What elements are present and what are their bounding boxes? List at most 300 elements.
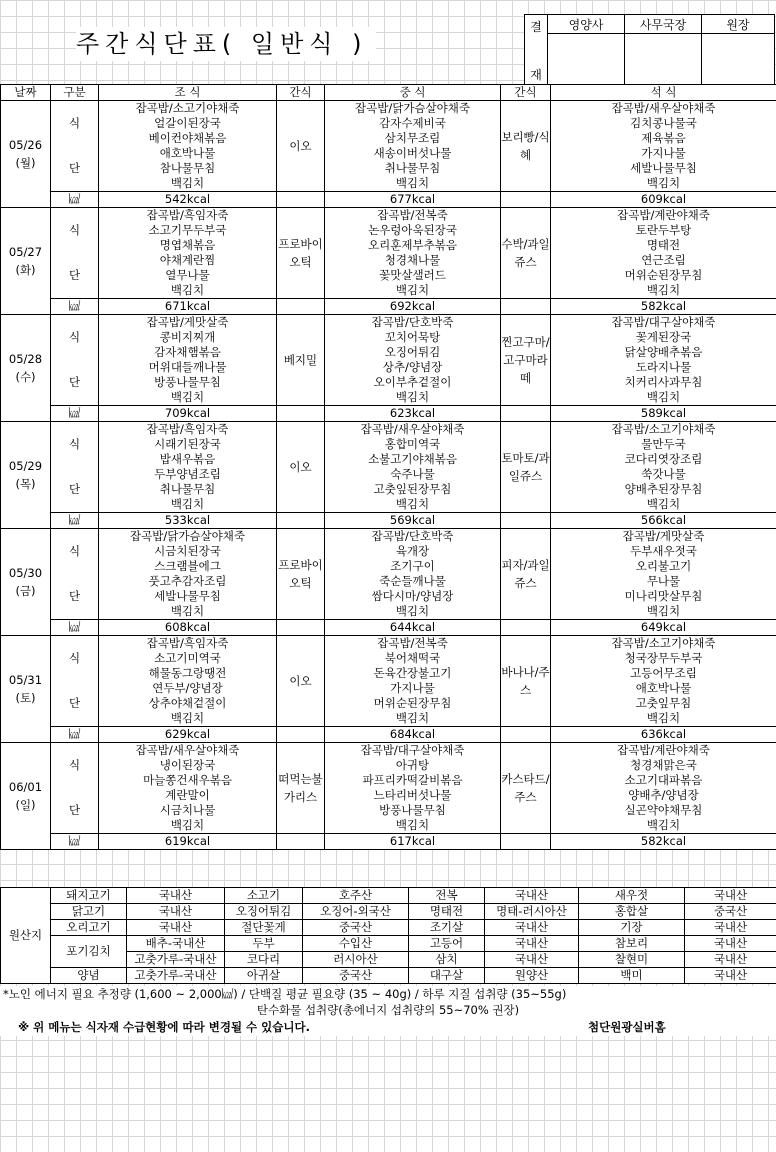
lunch-item: 느타리버섯나물 (325, 788, 501, 803)
menu-row (1, 666, 776, 681)
header-breakfast: 조 식 (99, 85, 277, 101)
day-weekday: (토) (15, 691, 36, 705)
menu-row (1, 223, 776, 238)
dinner-item: 백김치 (551, 497, 776, 513)
origin-item: 두부 (225, 936, 303, 952)
origin-row (1, 904, 776, 920)
lunch-item: 가지나물 (325, 681, 501, 696)
menu-row (1, 146, 776, 161)
breakfast-item: 백김치 (99, 283, 277, 299)
meal-type-label (51, 208, 99, 224)
origin-item: 오징어튀김 (225, 904, 303, 920)
day-weekday: (일) (15, 798, 36, 812)
breakfast-item: 백김치 (99, 176, 277, 192)
dinner-kcal: 582kcal (551, 834, 776, 850)
meal-type-label (51, 146, 99, 161)
morning-snack: 떠먹는불가리스 (277, 743, 325, 834)
kcal-label: ㎉ (51, 727, 99, 743)
origin-value: 중국산 (685, 904, 776, 920)
approval-sign-office-manager (625, 34, 702, 88)
dinner-item: 세발나물무침 (551, 161, 776, 176)
meal-type-label (51, 818, 99, 834)
origin-item: 조기살 (409, 920, 485, 936)
lunch-kcal: 569kcal (325, 513, 501, 529)
afternoon-snack: 토마토/과일쥬스 (501, 422, 551, 513)
origin-item: 참보리 (579, 936, 685, 952)
afternoon-snack: 찐고구마/고구마라떼 (501, 315, 551, 406)
breakfast-item: 백김치 (99, 390, 277, 406)
footer-bar (0, 1018, 776, 1036)
snack-kcal-blank (501, 727, 551, 743)
afternoon-snack: 수박/과일쥬스 (501, 208, 551, 299)
lunch-item: 잡곡밥/단호박죽 (325, 529, 501, 545)
breakfast-item: 소고기무두부국 (99, 223, 277, 238)
dinner-item: 백김치 (551, 711, 776, 727)
menu-row (1, 773, 776, 788)
afternoon-snack: 카스타드/주스 (501, 743, 551, 834)
origin-value: 국내산 (127, 920, 225, 936)
origin-value: 국내산 (685, 920, 776, 936)
menu-row (1, 743, 776, 759)
lunch-item: 상추/양념장 (325, 360, 501, 375)
dinner-item: 명태전 (551, 238, 776, 253)
menu-row (1, 161, 776, 176)
morning-snack: 프로바이오틱 (277, 529, 325, 620)
day-weekday: (월) (15, 156, 36, 170)
lunch-item: 청경채나물 (325, 253, 501, 268)
morning-snack: 이오 (277, 422, 325, 513)
snack-kcal-blank (501, 620, 551, 636)
date-cell (1, 422, 51, 529)
origin-row (1, 968, 776, 984)
origin-value: 중국산 (303, 920, 409, 936)
breakfast-item: 잡곡밥/흑임자죽 (99, 208, 277, 224)
lunch-kcal: 623kcal (325, 406, 501, 422)
meal-type-label: 단 (51, 375, 99, 390)
meal-type-label: 단 (51, 696, 99, 711)
breakfast-item: 야채계란찜 (99, 253, 277, 268)
approval-role-director: 원장 (702, 15, 775, 34)
lunch-kcal: 617kcal (325, 834, 501, 850)
breakfast-item: 잡곡밥/흑임자죽 (99, 636, 277, 652)
breakfast-item: 잡곡밥/소고기야채죽 (99, 101, 277, 117)
menu-row (1, 788, 776, 803)
breakfast-kcal: 671kcal (99, 299, 277, 315)
kcal-label: ㎉ (51, 299, 99, 315)
approval-box (524, 14, 775, 88)
breakfast-item: 풋고추감자조림 (99, 574, 277, 589)
dinner-item: 애호박나물 (551, 681, 776, 696)
kcal-row (1, 192, 776, 208)
menu-row (1, 176, 776, 192)
snack-kcal-blank (501, 513, 551, 529)
origin-item: 삼치 (409, 952, 485, 968)
snack-kcal-blank (277, 727, 325, 743)
lunch-item: 쌈다시마/양념장 (325, 589, 501, 604)
lunch-item: 꼬치어묵탕 (325, 330, 501, 345)
menu-header-row (1, 85, 776, 101)
dinner-kcal: 609kcal (551, 192, 776, 208)
origin-item: 찰현미 (579, 952, 685, 968)
origin-value: 원양산 (485, 968, 579, 984)
dinner-item: 두부새우젓국 (551, 544, 776, 559)
lunch-item: 취나물무침 (325, 161, 501, 176)
lunch-item: 홍합미역국 (325, 437, 501, 452)
menu-table (0, 84, 776, 850)
breakfast-item: 잡곡밥/흑임자죽 (99, 422, 277, 438)
dinner-item: 치커리사과무침 (551, 375, 776, 390)
breakfast-item: 냉이된장국 (99, 758, 277, 773)
dinner-item: 잡곡밥/새우살야채죽 (551, 101, 776, 117)
lunch-item: 꽃맛살샐러드 (325, 268, 501, 283)
meal-type-label (51, 315, 99, 331)
meal-type-label (51, 711, 99, 727)
menu-row (1, 345, 776, 360)
meal-type-label: 단 (51, 482, 99, 497)
menu-row (1, 636, 776, 652)
approval-label-bottom: 재 (530, 68, 542, 82)
origin-value: 국내산 (127, 888, 225, 904)
menu-row (1, 589, 776, 604)
lunch-item: 오징어튀김 (325, 345, 501, 360)
origin-value: 호주산 (303, 888, 409, 904)
lunch-item: 잡곡밥/닭가슴살야채죽 (325, 101, 501, 117)
date-cell (1, 636, 51, 743)
dinner-item: 무나물 (551, 574, 776, 589)
dinner-item: 고춧잎무침 (551, 696, 776, 711)
dinner-item: 코다리엿장조림 (551, 452, 776, 467)
dinner-item: 도라지나물 (551, 360, 776, 375)
snack-kcal-blank (277, 192, 325, 208)
dinner-item: 가지나물 (551, 146, 776, 161)
dinner-item: 꽃게된장국 (551, 330, 776, 345)
meal-type-label (51, 101, 99, 117)
menu-row (1, 651, 776, 666)
breakfast-item: 잡곡밥/새우살야채죽 (99, 743, 277, 759)
breakfast-kcal: 542kcal (99, 192, 277, 208)
dinner-item: 양배추/양념장 (551, 788, 776, 803)
breakfast-item: 밥새우볶음 (99, 452, 277, 467)
menu-row (1, 574, 776, 589)
meal-type-label (51, 529, 99, 545)
meal-type-label (51, 604, 99, 620)
breakfast-item: 연두부/양념장 (99, 681, 277, 696)
breakfast-item: 시금치된장국 (99, 544, 277, 559)
meal-type-label (51, 467, 99, 482)
lunch-item: 오리훈제부추볶음 (325, 238, 501, 253)
lunch-item: 삼치무조림 (325, 131, 501, 146)
meal-type-label: 식 (51, 544, 99, 559)
origin-row (1, 936, 776, 952)
dinner-item: 연근조림 (551, 253, 776, 268)
menu-row (1, 604, 776, 620)
lunch-item: 논우렁아욱된장국 (325, 223, 501, 238)
meal-type-label: 식 (51, 651, 99, 666)
breakfast-item: 명엽채볶음 (99, 238, 277, 253)
menu-row (1, 467, 776, 482)
dinner-item: 청경채맑은국 (551, 758, 776, 773)
meal-type-label (51, 131, 99, 146)
menu-row (1, 559, 776, 574)
meal-type-label: 식 (51, 437, 99, 452)
breakfast-item: 시금치나물 (99, 803, 277, 818)
menu-row (1, 375, 776, 390)
breakfast-item: 잡곡밥/닭가슴살야채죽 (99, 529, 277, 545)
dinner-item: 미나리맛살무침 (551, 589, 776, 604)
lunch-item: 파프리카떡갈비볶음 (325, 773, 501, 788)
origin-item: 기장 (579, 920, 685, 936)
meal-type-label: 식 (51, 223, 99, 238)
lunch-item: 감자수제비국 (325, 116, 501, 131)
breakfast-item: 세발나물무침 (99, 589, 277, 604)
menu-row (1, 437, 776, 452)
menu-row (1, 360, 776, 375)
approval-label (525, 15, 548, 88)
snack-kcal-blank (277, 513, 325, 529)
kcal-label: ㎉ (51, 406, 99, 422)
breakfast-item: 계란말이 (99, 788, 277, 803)
menu-row (1, 208, 776, 224)
origin-item: 전복 (409, 888, 485, 904)
meal-type-label: 단 (51, 268, 99, 283)
breakfast-item: 마늘쫑건새우볶음 (99, 773, 277, 788)
origin-item: 아귀살 (225, 968, 303, 984)
approval-sign-director (702, 34, 775, 88)
lunch-item: 방풍나물무침 (325, 803, 501, 818)
breakfast-kcal: 533kcal (99, 513, 277, 529)
menu-row (1, 131, 776, 146)
day-weekday: (목) (15, 477, 36, 491)
menu-row (1, 452, 776, 467)
lunch-item: 백김치 (325, 176, 501, 192)
origin-row (1, 888, 776, 904)
menu-row (1, 315, 776, 331)
day-date: 05/26 (8, 138, 43, 152)
meal-type-label: 식 (51, 116, 99, 131)
breakfast-item: 두부양념조림 (99, 467, 277, 482)
meal-type-label: 식 (51, 758, 99, 773)
origin-item: 코다리 (225, 952, 303, 968)
lunch-item: 잡곡밥/전복죽 (325, 208, 501, 224)
date-cell (1, 101, 51, 208)
lunch-item: 잡곡밥/새우살야채죽 (325, 422, 501, 438)
dinner-item: 잡곡밥/계란야채죽 (551, 743, 776, 759)
breakfast-kcal: 619kcal (99, 834, 277, 850)
menu-row (1, 544, 776, 559)
day-date: 05/29 (8, 459, 43, 473)
origin-value: 국내산 (127, 904, 225, 920)
dinner-item: 잡곡밥/대구살야채죽 (551, 315, 776, 331)
lunch-item: 백김치 (325, 497, 501, 513)
meal-type-label (51, 390, 99, 406)
origin-item: 소고기 (225, 888, 303, 904)
origin-item: 절단꽃게 (225, 920, 303, 936)
header-dinner: 석 식 (551, 85, 776, 101)
origin-item: 백미 (579, 968, 685, 984)
menu-row (1, 253, 776, 268)
meal-type-label (51, 574, 99, 589)
origin-item: 닭고기 (51, 904, 127, 920)
meal-type-label (51, 681, 99, 696)
lunch-item: 백김치 (325, 818, 501, 834)
lunch-item: 아귀탕 (325, 758, 501, 773)
breakfast-item: 애호박나물 (99, 146, 277, 161)
day-weekday: (수) (15, 370, 36, 384)
meal-type-label (51, 666, 99, 681)
origin-value: 러시아산 (303, 952, 409, 968)
breakfast-kcal: 608kcal (99, 620, 277, 636)
origin-value: 명태-러시아산 (485, 904, 579, 920)
snack-kcal-blank (501, 834, 551, 850)
dinner-item: 쑥갓나물 (551, 467, 776, 482)
meal-type-label: 단 (51, 803, 99, 818)
lunch-kcal: 677kcal (325, 192, 501, 208)
meal-type-label (51, 788, 99, 803)
origin-value: 배추-국내산 (127, 936, 225, 952)
snack-kcal-blank (277, 620, 325, 636)
dinner-item: 백김치 (551, 604, 776, 620)
breakfast-item: 백김치 (99, 818, 277, 834)
menu-row (1, 390, 776, 406)
lunch-kcal: 644kcal (325, 620, 501, 636)
breakfast-item: 열무나물 (99, 268, 277, 283)
dinner-kcal: 582kcal (551, 299, 776, 315)
breakfast-item: 머위대들깨나물 (99, 360, 277, 375)
dinner-item: 청국장무두부국 (551, 651, 776, 666)
lunch-item: 잡곡밥/대구살야채죽 (325, 743, 501, 759)
header-date: 날짜 (1, 85, 51, 101)
origin-value: 국내산 (685, 952, 776, 968)
page-title: 주간식단표( 일반식 ) (76, 27, 376, 61)
breakfast-item: 방풍나물무침 (99, 375, 277, 390)
dinner-kcal: 636kcal (551, 727, 776, 743)
lunch-item: 잡곡밥/단호박죽 (325, 315, 501, 331)
origin-value: 국내산 (485, 952, 579, 968)
lunch-item: 북어채떡국 (325, 651, 501, 666)
breakfast-item: 백김치 (99, 711, 277, 727)
menu-row (1, 681, 776, 696)
dinner-kcal: 566kcal (551, 513, 776, 529)
breakfast-item: 백김치 (99, 497, 277, 513)
lunch-item: 숙주나물 (325, 467, 501, 482)
kcal-label: ㎉ (51, 513, 99, 529)
dinner-item: 백김치 (551, 390, 776, 406)
origin-item: 명태전 (409, 904, 485, 920)
origin-label: 원산지 (1, 888, 51, 984)
dinner-item: 머위순된장무침 (551, 268, 776, 283)
nutrition-note: *노인 에너지 필요 추정량 (1,600 ~ 2,000㎉) / 단백질 평균 필요량 (35 ~ 40g) / 하루 지질 섭취량 (35~55g) (0, 986, 776, 1002)
snack-kcal-blank (277, 406, 325, 422)
breakfast-item: 콩비지찌개 (99, 330, 277, 345)
meal-type-label: 식 (51, 330, 99, 345)
kcal-row (1, 513, 776, 529)
dinner-item: 고등어무조림 (551, 666, 776, 681)
breakfast-kcal: 709kcal (99, 406, 277, 422)
date-cell (1, 208, 51, 315)
origin-item: 포기김치 (51, 936, 127, 968)
meal-type-label: 단 (51, 589, 99, 604)
organization-name: 첨단원광실버홈 (588, 1020, 666, 1034)
menu-row (1, 696, 776, 711)
dinner-item: 닭살양배추볶음 (551, 345, 776, 360)
breakfast-item: 해물동그랑땡전 (99, 666, 277, 681)
meal-type-label (51, 345, 99, 360)
lunch-item: 머위순된장무침 (325, 696, 501, 711)
meal-type-label (51, 283, 99, 299)
origin-value: 국내산 (685, 968, 776, 984)
lunch-item: 백김치 (325, 390, 501, 406)
origin-value: 국내산 (485, 920, 579, 936)
origin-item: 대구살 (409, 968, 485, 984)
meal-type-label (51, 253, 99, 268)
morning-snack: 프로바이오틱 (277, 208, 325, 299)
origin-value: 중국산 (303, 968, 409, 984)
date-cell (1, 743, 51, 850)
dinner-item: 소고기대파볶음 (551, 773, 776, 788)
breakfast-item: 시래기된장국 (99, 437, 277, 452)
menu-row (1, 818, 776, 834)
menu-row (1, 758, 776, 773)
breakfast-item: 베이컨야채볶음 (99, 131, 277, 146)
lunch-item: 죽순들깨나물 (325, 574, 501, 589)
breakfast-item: 상추야채겉절이 (99, 696, 277, 711)
breakfast-item: 얼갈이된장국 (99, 116, 277, 131)
meal-type-label (51, 176, 99, 192)
approval-sign-nutritionist (548, 34, 625, 88)
origin-value: 국내산 (685, 888, 776, 904)
lunch-item: 백김치 (325, 283, 501, 299)
origin-item: 양념 (51, 968, 127, 984)
menu-row (1, 238, 776, 253)
morning-snack: 베지밀 (277, 315, 325, 406)
breakfast-item: 참나물무침 (99, 161, 277, 176)
menu-row (1, 803, 776, 818)
afternoon-snack: 보리빵/식혜 (501, 101, 551, 192)
origin-item: 홍합살 (579, 904, 685, 920)
lunch-item: 고춧잎된장무침 (325, 482, 501, 497)
dinner-kcal: 589kcal (551, 406, 776, 422)
origin-value: 고춧가루-국내산 (127, 968, 225, 984)
lunch-item: 조기구이 (325, 559, 501, 574)
origin-item: 오리고기 (51, 920, 127, 936)
origin-item: 새우젓 (579, 888, 685, 904)
menu-row (1, 422, 776, 438)
origin-value: 국내산 (485, 936, 579, 952)
lunch-item: 잡곡밥/전복죽 (325, 636, 501, 652)
snack-kcal-blank (501, 192, 551, 208)
header-snack-am: 간식 (277, 85, 325, 101)
kcal-label: ㎉ (51, 834, 99, 850)
kcal-row (1, 834, 776, 850)
dinner-item: 양배추된장무침 (551, 482, 776, 497)
approval-role-nutritionist: 영양사 (548, 15, 625, 34)
meal-type-label: 단 (51, 161, 99, 176)
meal-type-label (51, 422, 99, 438)
origin-value: 국내산 (485, 888, 579, 904)
morning-snack: 이오 (277, 101, 325, 192)
dinner-item: 물만두국 (551, 437, 776, 452)
lunch-item: 소불고기야채볶음 (325, 452, 501, 467)
kcal-row (1, 620, 776, 636)
dinner-item: 김치콩나물국 (551, 116, 776, 131)
menu-row (1, 116, 776, 131)
dinner-kcal: 649kcal (551, 620, 776, 636)
menu-row (1, 711, 776, 727)
carbohydrate-note: 탄수화물 섭취량(총에너지 섭취량의 55~70% 권장) (0, 1002, 776, 1018)
approval-label-top: 결 (530, 20, 542, 34)
breakfast-item: 백김치 (99, 604, 277, 620)
dinner-item: 백김치 (551, 818, 776, 834)
